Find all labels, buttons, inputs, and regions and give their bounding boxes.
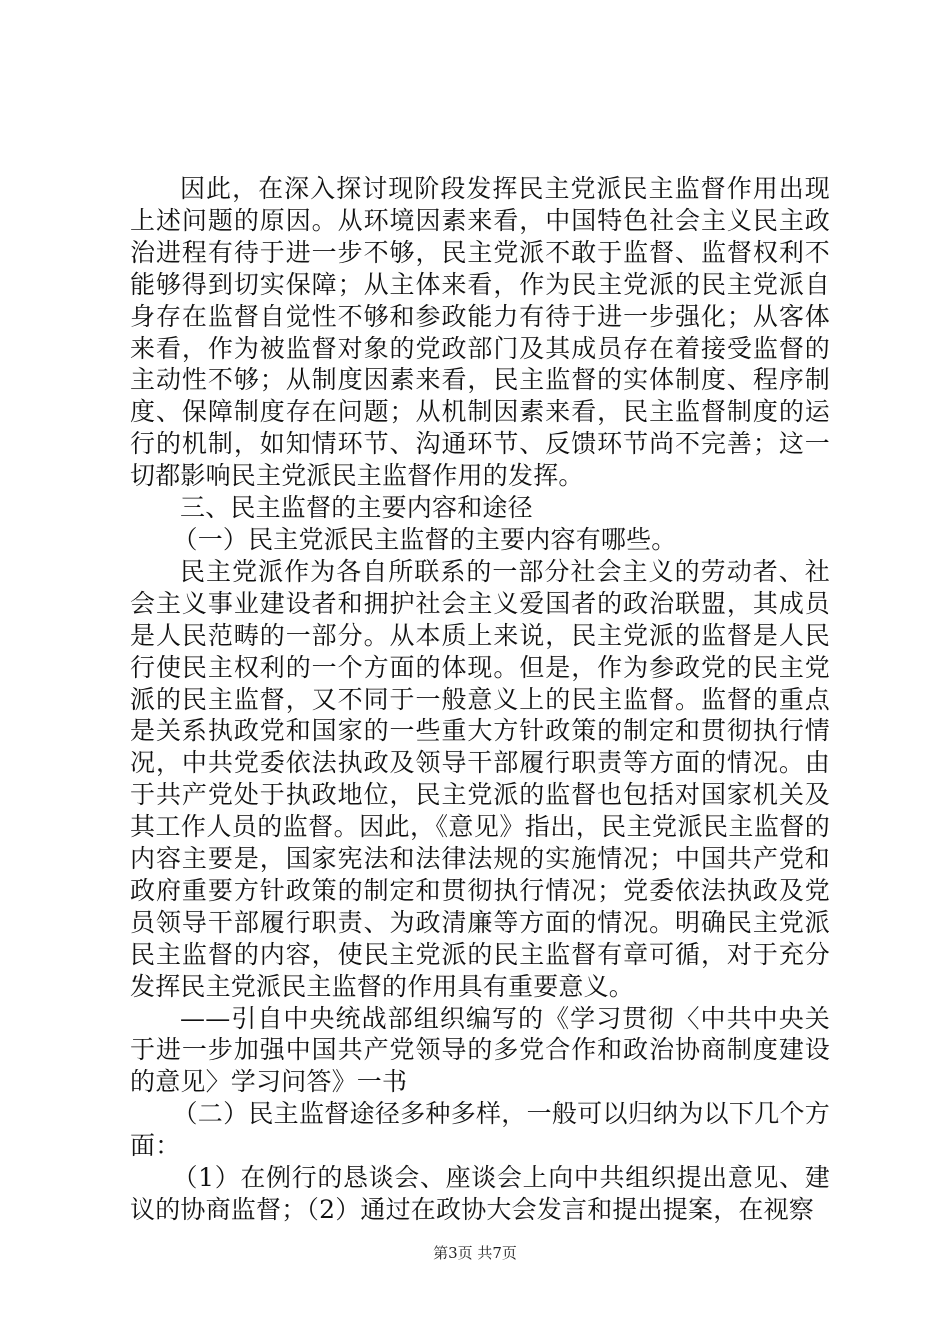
paragraph-citation: ——引自中央统战部组织编写的《学习贯彻〈中共中央关于进一步加强中国共产党领导的多党合作和政治协商制度建设的意见〉学习问答》一书	[130, 1003, 830, 1097]
page-number-footer: 第3页 共7页	[433, 1244, 517, 1262]
paragraph-channels: （1）在例行的恳谈会、座谈会上向中共组织提出意见、建议的协商监督；（2）通过在政协大会发言和提出提案，在视察	[130, 1163, 830, 1224]
paragraph-causes: 因此，在深入探讨现阶段发挥民主党派民主监督作用出现上述问题的原因。从环境因素来看，中国特色社会主义民主政治进程有待于进一步不够，民主党派不敢于监督、监督权利不能够得到切实保障；从主体来看，作为民主党派的民主党派自身存在监督自觉性不够和参政能力有待于进一步强化；从客体来看，作为被监督对象的党政部门及其成员存在着接受监督的主动性不够；从制度因素来看，民主监督的实体制度、程序制度、保障制度存在问题；从机制因素来看，民主监督制度的运行的机制，如知情环节、沟通环节、反馈环节尚不完善；这一切都影响民主党派民主监督作用的发挥。	[130, 174, 830, 491]
section-heading-3: 三、民主监督的主要内容和途径	[180, 493, 533, 523]
subheading-1: （一）民主党派民主监督的主要内容有哪些。	[172, 524, 677, 554]
paragraph-content: 民主党派作为各自所联系的一部分社会主义的劳动者、社会主义事业建设者和拥护社会主义爱国者的政治联盟，其成员是人民范畴的一部分。从本质上来说，民主党派的监督是人民行使民主权利的一个方面的体现。但是，作为参政党的民主党派的民主监督，又不同于一般意义上的民主监督。监督的重点是关系执政党和国家的一些重大方针政策的制定和贯彻执行情况，中共党委依法执政及领导干部履行职责等方面的情况。由于共产党处于执政地位，民主党派的监督也包括对国家机关及其工作人员的监督。因此，《意见》指出，民主党派民主监督的内容主要是，国家宪法和法律法规的实施情况；中国共产党和政府重要方针政策的制定和贯彻执行情况；党委依法执政及党员领导干部履行职责、为政清廉等方面的情况。明确民主党派民主监督的内容，使民主党派的民主监督有章可循，对于充分发挥民主党派民主监督的作用具有重要意义。	[130, 556, 830, 1001]
subheading-2: （二）民主监督途径多种多样，一般可以归纳为以下几个方面：	[130, 1099, 830, 1161]
document-body	[130, 173, 830, 1226]
